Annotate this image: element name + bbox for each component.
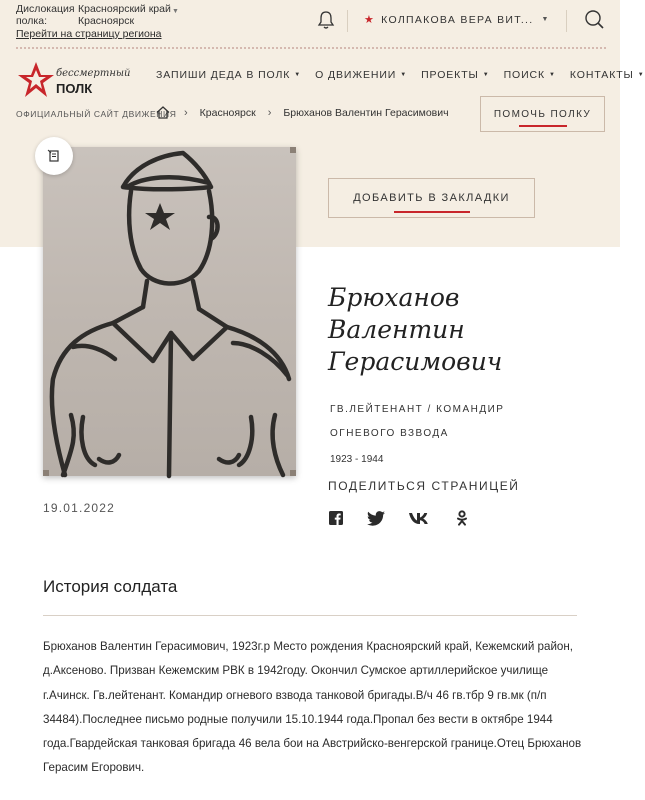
rank-line: ОГНЕВОГО ВЗВОДА (330, 428, 449, 439)
breadcrumb-current: Брюханов Валентин Герасимович (283, 106, 449, 119)
nav-item-about[interactable] (315, 69, 407, 81)
star-icon: ★ (364, 14, 376, 26)
logo[interactable] (16, 60, 131, 100)
nav-item-label: О ДВИЖЕНИИ (315, 69, 397, 81)
vk-icon[interactable] (408, 510, 430, 526)
history-text: Брюханов Валентин Герасимович, 1923г.р Место рождения Красноярский край, Кежемский район, д.Аксеново. Призван Кежемским РВК в 1942году. Окончил Сумское артиллерийское училище г.Ачинск. Гв.лейтенант. Командир огневого взвода танковой бригады.В/ч 46 гв.тбр 9 гв.мк (п/п 34484).Последнее письмо родные получили 15.10.1944 года.Пропал без вести в октябре 1944 года.Гвардейская танковая бригада 46 вела бои на Австрийско-венгерской границе.Отец Брюханов Герасим Егорович. (43, 640, 582, 775)
dislocation-value: Красноярский край (78, 3, 171, 15)
chevron-down-icon: ▼ (541, 16, 550, 23)
divider (347, 10, 348, 32)
soldier-portrait (43, 147, 296, 476)
history-title: История солдата (43, 577, 178, 596)
chevron-down-icon: ▼ (400, 72, 408, 78)
nav-item-label: ЗАПИШИ ДЕДА В ПОЛК (156, 69, 291, 81)
button-underline (519, 125, 567, 127)
search-icon[interactable] (584, 9, 604, 29)
breadcrumb-city[interactable]: Красноярск (199, 106, 256, 119)
soldier-first-name: Валентин (328, 315, 465, 344)
chevron-down-icon: ▼ (294, 72, 302, 78)
home-icon[interactable] (156, 106, 170, 119)
user-name: КОЛПАКОВА ВЕРА ВИТ... (381, 13, 534, 26)
nav-item-label: ПРОЕКТЫ (421, 69, 479, 81)
soldier-rank (330, 398, 570, 446)
twitter-icon[interactable] (368, 510, 384, 526)
dotted-divider (16, 47, 606, 49)
bookmark-toggle-button[interactable] (35, 137, 73, 175)
user-menu[interactable] (364, 13, 550, 26)
facebook-icon[interactable] (328, 510, 344, 526)
top-bar (0, 0, 620, 46)
photo-corner (290, 470, 296, 476)
bookmark-button-label: ДОБАВИТЬ В ЗАКЛАДКИ (353, 192, 510, 204)
photo-corner (43, 470, 49, 476)
history-divider (43, 615, 577, 616)
nav-item-label: КОНТАКТЫ (569, 69, 634, 81)
nav-item-contacts[interactable] (570, 69, 645, 81)
bookmark-icon (47, 149, 61, 163)
soldier-name (328, 282, 588, 378)
chevron-down-icon: ▼ (637, 72, 645, 78)
bell-icon[interactable] (317, 10, 335, 30)
logo-text: ПОЛК (56, 81, 93, 96)
share-icons (328, 510, 494, 526)
life-years: 1923 - 1944 (330, 454, 384, 465)
button-underline (394, 211, 470, 213)
soldier-patronymic: Герасимович (328, 347, 503, 376)
nav-item-add-grandfather[interactable] (156, 69, 301, 81)
chevron-down-icon: ▼ (482, 72, 490, 78)
breadcrumb (156, 106, 449, 119)
soldier-last-name: Брюханов (328, 283, 460, 312)
chevron-down-icon[interactable]: ▼ (172, 8, 179, 15)
help-button-label: ПОМОЧЬ ПОЛКУ (493, 108, 592, 120)
odnoklassniki-icon[interactable] (454, 510, 470, 526)
nav-item-label: ПОИСК (503, 69, 546, 81)
help-regiment-button[interactable] (480, 96, 605, 132)
add-to-bookmarks-button[interactable] (328, 178, 535, 218)
main-nav (156, 69, 645, 81)
chevron-down-icon: ▼ (549, 72, 556, 78)
region-page-link[interactable]: Перейти на страницу региона (16, 28, 162, 40)
divider (566, 10, 567, 32)
chevron-right-icon: › (267, 106, 272, 119)
dislocation-label: полка: (16, 15, 48, 27)
rank-line: ГВ.ЛЕЙТЕНАНТ / КОМАНДИР (330, 404, 505, 415)
logo-star-icon (16, 60, 56, 100)
dislocation-selector[interactable] (16, 3, 178, 27)
published-date: 19.01.2022 (43, 501, 116, 515)
nav-item-projects[interactable] (421, 69, 489, 81)
official-site-label: ОФИЦИАЛЬНЫЙ САЙТ ДВИЖЕНИЯ (16, 109, 177, 119)
chevron-right-icon: › (184, 106, 188, 119)
dislocation-label: Дислокация (16, 3, 75, 15)
soldier-silhouette-drawing (43, 147, 296, 476)
share-label: ПОДЕЛИТЬСЯ СТРАНИЦЕЙ (328, 479, 520, 493)
logo-text: бессмертный (56, 68, 131, 79)
photo-corner (290, 147, 296, 153)
nav-item-search[interactable] (504, 69, 556, 81)
dislocation-value: Красноярск (78, 15, 135, 27)
